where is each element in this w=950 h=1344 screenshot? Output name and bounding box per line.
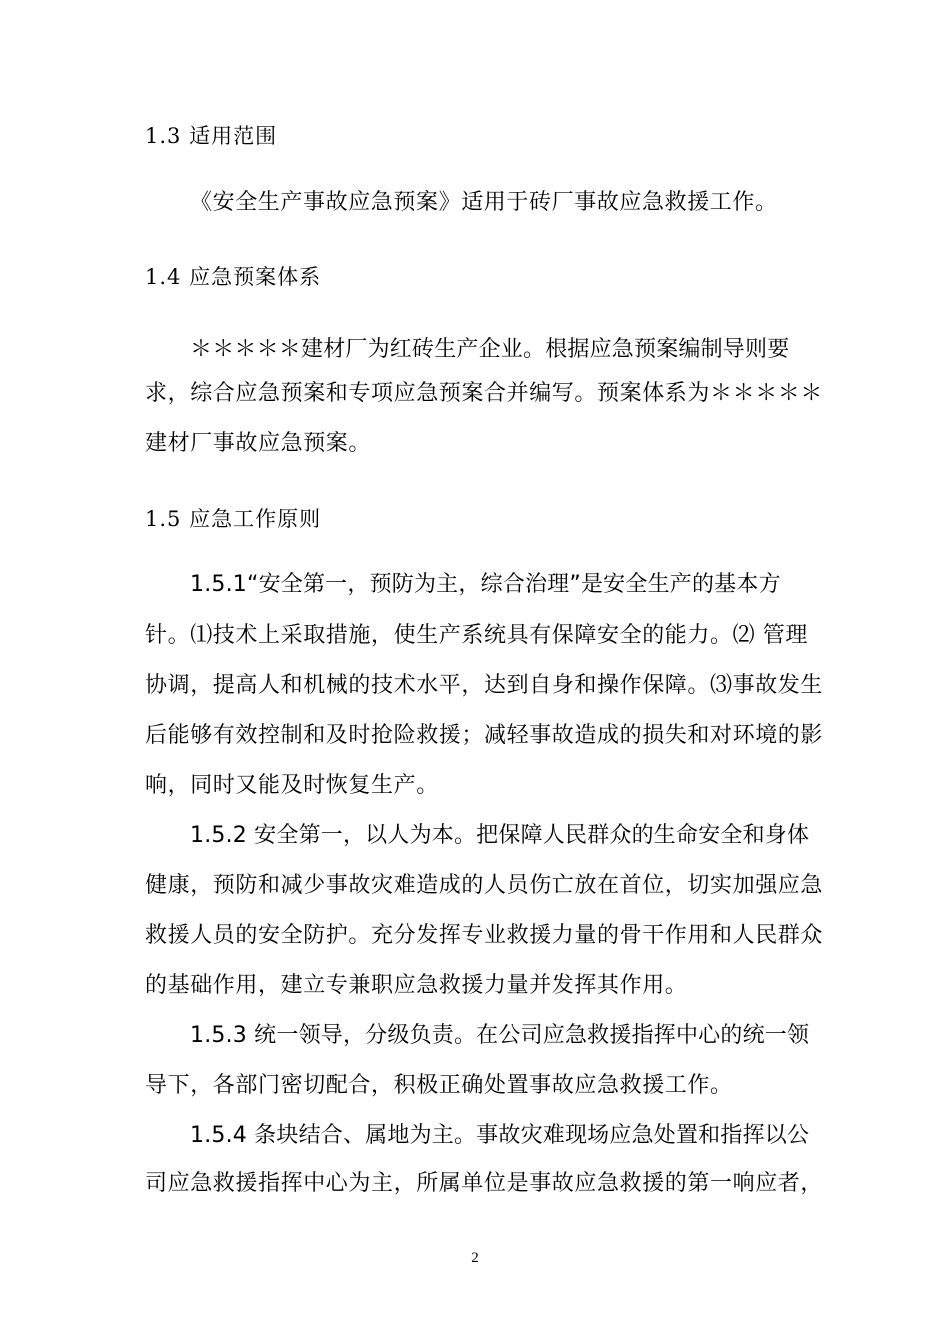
section-heading-1-5: 1.5 应急工作原则 <box>145 507 322 531</box>
paragraph-1-5-2-line: 救援人员的安全防护。充分发挥专业救援力量的骨干作用和人民群众 <box>145 923 824 948</box>
page-number: 2 <box>471 1250 479 1266</box>
paragraph-1-5-3-line: 导下，各部门密切配合，积极正确处置事故应急救援工作。 <box>145 1073 733 1098</box>
paragraph-1-5-1-line: 针。⑴技术上采取措施，使生产系统具有保障安全的能力。⑵ 管理 <box>145 623 808 648</box>
paragraph-1-5-2-line: 健康，预防和减少事故灾难造成的人员伤亡放在首位，切实加强应急 <box>145 873 824 898</box>
section-1-4-line: ＊＊＊＊＊建材厂为红砖生产企业。根据应急预案编制导则要 <box>190 337 790 362</box>
section-heading-1-3: 1.3 适用范围 <box>145 124 278 148</box>
paragraph-1-5-1-line: 1.5.1“安全第一，预防为主，综合治理”是安全生产的基本方 <box>190 572 781 597</box>
paragraph-1-5-2-line: 的基础作用，建立专兼职应急救援力量并发挥其作用。 <box>145 973 688 998</box>
paragraph-1-5-1-line: 后能够有效控制和及时抢险救援；减轻事故造成的损失和对环境的影 <box>145 723 824 748</box>
paragraph-1-5-1-line: 响，同时又能及时恢复生产。 <box>145 773 439 798</box>
paragraph-1-5-2-line: 1.5.2 安全第一，以人为本。把保障人民群众的生命安全和身体 <box>190 823 810 848</box>
paragraph-1-5-4-line: 1.5.4 条块结合、属地为主。事故灾难现场应急处置和指挥以公 <box>190 1123 810 1148</box>
paragraph-1-5-3-line: 1.5.3 统一领导，分级负责。在公司应急救援指挥中心的统一领 <box>190 1023 810 1048</box>
paragraph-1-5-1-line: 协调，提高人和机械的技术水平，达到自身和操作保障。⑶事故发生 <box>145 673 824 698</box>
section-1-4-line: 求，综合应急预案和专项应急预案合并编写。预案体系为＊＊＊＊＊ <box>145 381 824 406</box>
section-1-3-body: 《安全生产事故应急预案》适用于砖厂事故应急救援工作。 <box>190 190 778 215</box>
section-1-4-line: 建材厂事故应急预案。 <box>145 431 372 456</box>
paragraph-1-5-4-line: 司应急救援指挥中心为主，所属单位是事故应急救援的第一响应者， <box>145 1171 824 1196</box>
section-heading-1-4: 1.4 应急预案体系 <box>145 265 322 289</box>
